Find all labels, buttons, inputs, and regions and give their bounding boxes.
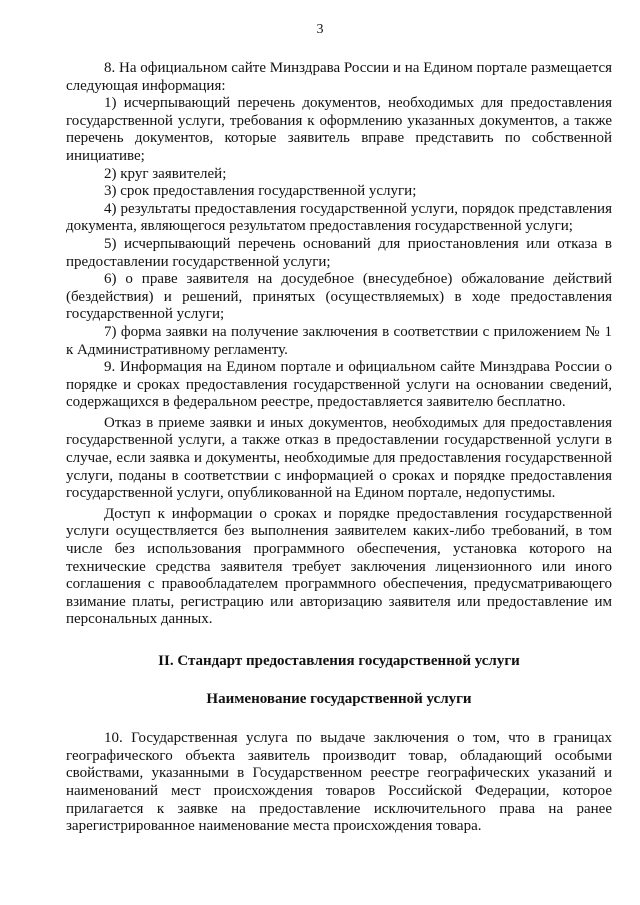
paragraph-8-item-7: 7) форма заявки на получение заключения в соответствии с приложением № 1 к Административному регламенту. <box>66 323 612 358</box>
subsection-heading: Наименование государственной услуги <box>206 690 472 707</box>
paragraph-8-item-6: 6) о праве заявителя на досудебное (внесудебное) обжалование действий (бездействия) и решений, принятых (осуществляемых) в ходе предоставления государственной услуги; <box>66 271 612 323</box>
paragraph-8-item-2: 2) круг заявителей; <box>104 165 227 182</box>
section-heading: II. Стандарт предоставления государственной услуги <box>158 653 520 669</box>
paragraph-8-item-5: 5) исчерпывающий перечень оснований для приостановления или отказа в предоставлении государственной услуги; <box>66 235 612 270</box>
paragraph-refusal: Отказ в приеме заявки и иных документов, необходимых для предоставления государственной услуги, а также отказ в предоставлении государственной услуги в случае, если заявка и документы, необходимые для предоставления государственной услуги, поданы в соответствии с информацией о сроках и порядке предоставления государственной услуги, опубликованной на Едином портале, недопустимы. <box>66 414 612 502</box>
paragraph-8: 8. На официальном сайте Минздрава России и на Едином портале размещается следующая информация: <box>66 60 612 94</box>
paragraph-access: Доступ к информации о сроках и порядке предоставления государственной услуги осуществляется без выполнения заявителем каких-либо требований, в том числе без использования программного обеспечения, установка которого на технические средства заявителя требует заключения лицензионного или иного соглашения с правообладателем программного обеспечения, предусматривающего взимание платы, регистрацию или авторизацию заявителя или предоставление им персональных данных. <box>66 505 612 628</box>
paragraph-8-item-3: 3) срок предоставления государственной услуги; <box>104 183 417 200</box>
spacer <box>66 671 612 691</box>
document-body <box>66 60 612 836</box>
spacer <box>66 708 612 730</box>
paragraph-10: 10. Государственная услуга по выдаче заключения о том, что в границах географического объекта заявитель производит товар, обладающий особыми свойствами, указанными в Государственном реестре географических указаний и наименований мест происхождения товаров Российской Федерации, которое прилагается к заявке на предоставление исключительного права на ранее зарегистрированное наименование места происхождения товара. <box>66 730 612 835</box>
page-number: 3 <box>316 22 324 37</box>
paragraph-8-item-4: 4) результаты предоставления государственной услуги, порядок представления документа, являющегося результатом предоставления государственной услуги; <box>66 200 612 235</box>
paragraph-8-item-1: 1) исчерпывающий перечень документов, необходимых для предоставления государственной услуги, требования к оформлению указанных документов, а также перечень документов, которые заявитель вправе представить по собственной инициативе; <box>66 95 612 164</box>
spacer <box>66 629 612 653</box>
paragraph-9: 9. Информация на Едином портале и официальном сайте Минздрава России о порядке и сроках предоставления государственной услуги на основании сведений, содержащихся в федеральном реестре, предоставляется заявителю бесплатно. <box>66 359 612 411</box>
